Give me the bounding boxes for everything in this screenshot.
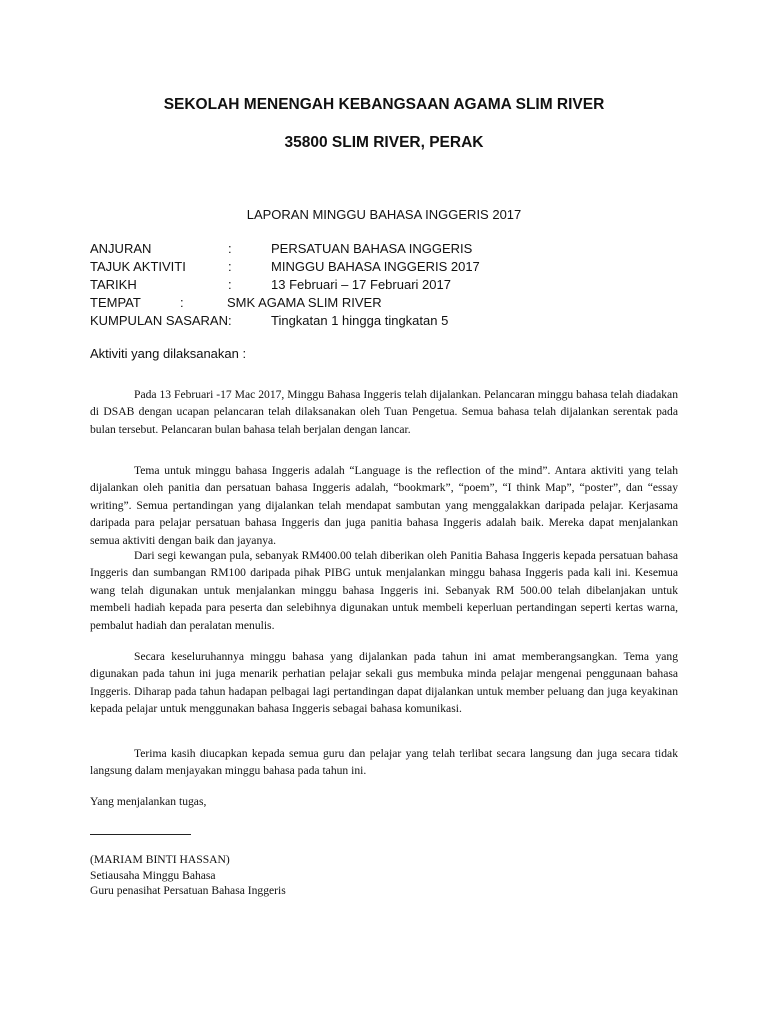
paragraph-launch: Pada 13 Februari -17 Mac 2017, Minggu Bahasa Inggeris telah dijalankan. Pelancaran minggu bahasa telah diadakan di DSAB dengan ucapan pelancaran telah dilaksanakan oleh Tuan Pengetua. Semua bahasa telah dijalankan serentak pada bulan tersebut. Pelancaran bulan bahasa telah berjalan dengan lancar. <box>90 388 678 436</box>
detail-colon: : <box>228 277 232 292</box>
detail-colon: : <box>228 241 232 256</box>
paragraph-finance: Dari segi kewangan pula, sebanyak RM400.00 telah diberikan oleh Panitia Bahasa Inggeris kepada persatuan bahasa Inggeris dan sumbangan RM100 daripada pihak PIBG untuk menjalankan minggu bahasa Inggeris pada kali ini. Kesemua wang telah digunakan untuk menjalankan minggu bahasa Inggeris ini. Sebanyak RM 500.00 telah dibelanjakan untuk membeli hadiah kepada para peserta dan selebihnya digunakan untuk membeli keperluan pertandingan seperti kertas warna, pembalut hadiah dan peralatan menulis. <box>90 549 678 632</box>
detail-value: 13 Februari – 17 Februari 2017 <box>271 277 451 292</box>
signatory-name: (MARIAM BINTI HASSAN) <box>90 853 230 866</box>
school-address: 35800 SLIM RIVER, PERAK <box>284 134 484 151</box>
activities-heading: Aktiviti yang dilaksanakan : <box>90 346 247 361</box>
report-title: LAPORAN MINGGU BAHASA INGGERIS 2017 <box>246 207 522 222</box>
closing-line: Yang menjalankan tugas, <box>90 795 207 808</box>
detail-colon: : <box>180 295 184 310</box>
detail-value: Tingkatan 1 hingga tingkatan 5 <box>271 313 449 328</box>
school-name: SEKOLAH MENENGAH KEBANGSAAN AGAMA SLIM RIVER <box>163 96 605 113</box>
paragraph-summary: Secara keseluruhannya minggu bahasa yang dijalankan pada tahun ini amat memberangsangkan. Tema yang digunakan pada tahun ini juga menarik perhatian pelajar sekali gus membuka minda pelajar mengenai penggunaan bahasa Inggeris. Diharap pada tahun hadapan pelbagai lagi pertandingan dapat dijalankan untuk member peluang dan juga keyakinan kepada pelajar untuk menggunakan bahasa Inggeris sebagai bahasa komunikasi. <box>90 650 678 716</box>
detail-value: SMK AGAMA SLIM RIVER <box>227 295 382 310</box>
detail-colon: : <box>228 313 232 328</box>
detail-label: KUMPULAN SASARAN <box>90 313 228 328</box>
detail-value: MINGGU BAHASA INGGERIS 2017 <box>271 259 480 274</box>
signature-line <box>90 834 191 835</box>
detail-label: TAJUK AKTIVITI <box>90 259 186 274</box>
paragraph-thanks: Terima kasih diucapkan kepada semua guru dan pelajar yang telah terlibat secara langsung dan juga secara tidak langsung dalam menjayakan minggu bahasa pada tahun ini. <box>90 747 678 778</box>
detail-value: PERSATUAN BAHASA INGGERIS <box>271 241 473 256</box>
detail-label: TEMPAT <box>90 295 141 310</box>
detail-label: TARIKH <box>90 277 137 292</box>
paragraph-theme: Tema untuk minggu bahasa Inggeris adalah “Language is the reflection of the mind”. Antara aktiviti yang telah dijalankan oleh panitia dan persatuan bahasa Inggeris adalah, “bookmark”, “poem”, “I think Map”, “poster”, dan “essay writing”. Semua pertandingan yang dijalankan telah mendapat sambutan yang menggalakkan daripada pelajar. Kerjasama daripada para pelajar persatuan bahasa Inggeris dan juga panitia bahasa Inggeris adalah baik. Mereka dapat menjalankan semua aktiviti dengan baik dan jayanya. <box>90 464 678 547</box>
detail-colon: : <box>228 259 232 274</box>
detail-label: ANJURAN <box>90 241 152 256</box>
signature-block <box>90 852 286 899</box>
signatory-role: Setiausaha Minggu Bahasa <box>90 868 216 882</box>
signatory-role: Guru penasihat Persatuan Bahasa Inggeris <box>90 884 286 897</box>
